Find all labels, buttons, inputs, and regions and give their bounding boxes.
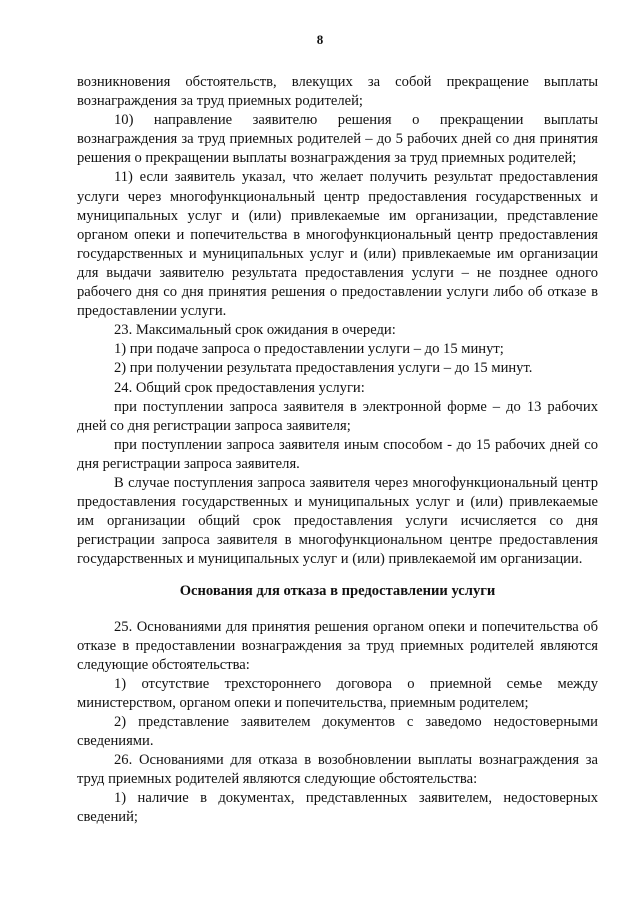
paragraph: 25. Основаниями для принятия решения органом опеки и попечительства об отказе в предоставлении вознаграждения за труд приемных родителей являются следующие обстоятельства:: [77, 618, 598, 673]
paragraphs-before-heading: [77, 73, 598, 569]
paragraph: 2) представление заявителем документов с заведомо недостоверными сведениями.: [77, 714, 598, 750]
paragraph: 24. Общий срок предоставления услуги:: [114, 379, 365, 396]
page-number: 8: [316, 32, 324, 47]
paragraph: 26. Основаниями для отказа в возобновлении выплаты вознаграждения за труд приемных родителей являются следующие обстоятельства:: [77, 752, 598, 788]
paragraph: при поступлении запроса заявителя в электронной форме – до 13 рабочих дней со дня регистрации запроса заявителя;: [77, 398, 598, 434]
paragraphs-after-heading: [77, 618, 598, 828]
paragraph: 11) если заявитель указал, что желает получить результат предоставления услуги через многофункциональный центр предоставления государственных и муниципальных услуг и (или) привлекаемые им организации, представление органом опеки и попечительства в многофункциональный центр предоставления государственных и муниципальных услуг и (или) привлекаемые им организации для выдачи заявителю результата предоставления услуги – не позднее одного рабочего дня со дня принятия решения о предоставлении услуги либо об отказе в предоставлении услуги.: [77, 169, 598, 320]
paragraph: В случае поступления запроса заявителя через многофункциональный центр предоставления государственных и муниципальных услуг и (или) привлекаемые им организации общий срок предоставления услуги исчисляется со дня регистрации запроса заявителя в многофункциональном центре предоставления государственных и муниципальных услуг и (или) привлекаемой им организации.: [77, 474, 598, 568]
section-heading: Основания для отказа в предоставлении услуги: [179, 583, 496, 600]
paragraph: при поступлении запроса заявителя иным способом - до 15 рабочих дней со дня регистрации запроса заявителя.: [77, 436, 598, 472]
paragraph: возникновения обстоятельств, влекущих за собой прекращение выплаты вознаграждения за труд приемных родителей;: [77, 74, 598, 110]
paragraph: 2) при получении результата предоставления услуги – до 15 минут.: [114, 360, 533, 377]
paragraph: 23. Максимальный срок ожидания в очереди:: [114, 322, 396, 339]
paragraph: 10) направление заявителю решения о прекращении выплаты вознаграждения за труд приемных родителей – до 5 рабочих дней со дня принятия решения о прекращении выплаты вознаграждения за труд приемных родителей;: [77, 112, 598, 167]
paragraph: 1) при подаче запроса о предоставлении услуги – до 15 минут;: [114, 341, 504, 358]
paragraph: 1) наличие в документах, представленных заявителем, недостоверных сведений;: [77, 790, 598, 826]
document-body: [77, 73, 598, 828]
paragraph: 1) отсутствие трехстороннего договора о приемной семье между министерством, органом опеки и попечительства, приемным родителем;: [77, 675, 598, 711]
